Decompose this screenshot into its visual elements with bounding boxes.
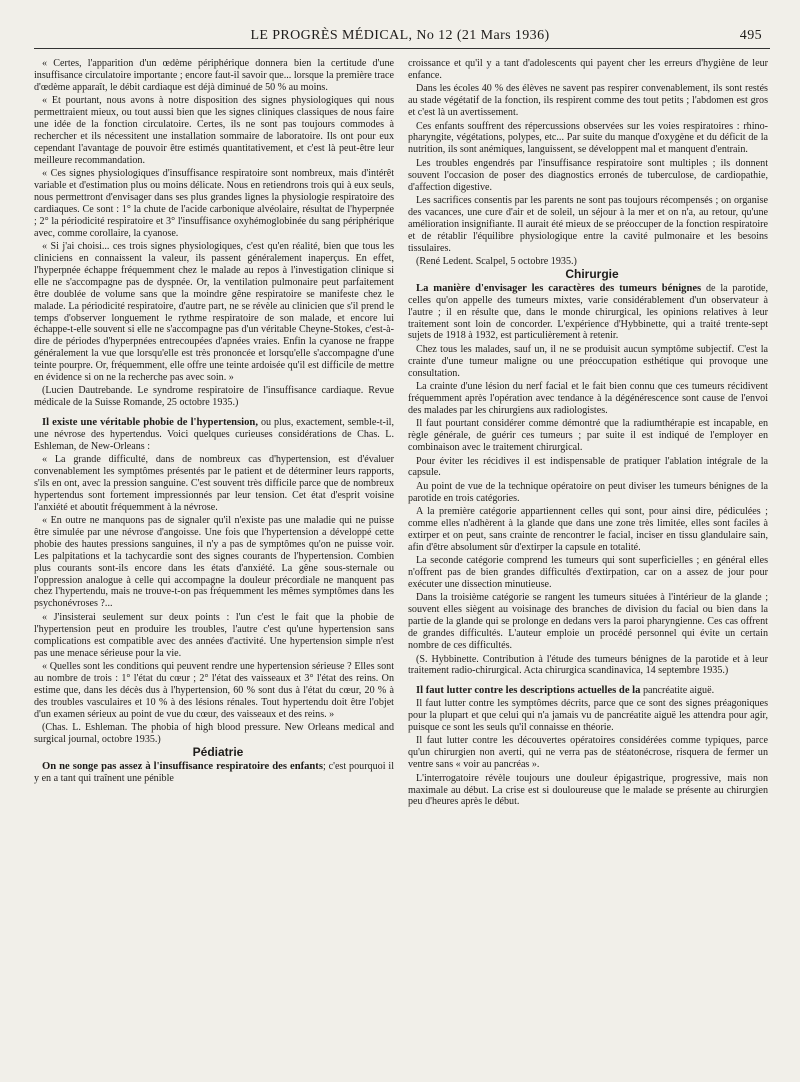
running-head — [30, 28, 770, 46]
paragraph-hypertension: Il existe une véritable phobie de l'hypertension, ou plus, exactement, semble-t-il, une névrose des hypertendus. Voici quelques curieuses considérations de Chas. L. Eshleman, de New-Orleans : — [34, 416, 394, 452]
citation: (Lucien Dautrebande. Le syndrome respiratoire de l'insuffisance cardiaque. Revue médicale de la Suisse Romande, 25 octobre 1935.) — [34, 385, 394, 409]
paragraph-parotide: La manière d'envisager les caractères des tumeurs bénignes de la parotide, celles qu'on appelle des tumeurs mixtes, varie considérablement d'un observateur à l'autre ; il en résulte que, dans le monde chirurgical, les opinions relatives à leur traitement sont loin de concorder. L'expérience d'Hybbinette, qui a traité trente-sept sujets de 1918 à 1932, est particulièrement à retenir. — [408, 282, 768, 342]
paragraph: Dans les écoles 40 % des élèves ne savent pas respirer convenablement, ils sont restés au stade végétatif de la fonction, ils respirent comme des tout petits ; l'abdomen est gros et c'est là un avertissement. — [408, 83, 768, 119]
paragraph: Il faut lutter contre les découvertes opératoires considérées comme typiques, parce qu'un chirurgien non averti, qui ne verra pas de stéatonécrose, risquera de fermer un ventre sans « voir au pancréas ». — [408, 735, 768, 771]
paragraph: « Ces signes physiologiques d'insuffisance respiratoire sont nombreux, mais d'intérêt variable et d'estimation plus ou moins délicate. Nous en retiendrons trois qui à eux seuls, nous permettront d'envisager dans ses plus grandes lignes la physiologie respiratoire des cardiaques. Ce sont : 1° la chute de l'acide carbonique alvéolaire, résultat de l'hyperpnée ; 2° la périodicité respiratoire et 3° l'insuffisance oxyhémoglobinée du sang périphérique avec, comme corollaire, la cyanose. — [34, 168, 394, 239]
paragraph: Ces enfants souffrent des répercussions observées sur les voies respiratoires : rhino-pharyngite, végétations, polypes, etc... Par suite du manque d'oxygène et du déficit de la nutrition, ils sont anémiques, languissent, se développent mal et manquent d'entrain. — [408, 120, 768, 156]
paragraph: « Quelles sont les conditions qui peuvent rendre une hypertension sérieuse ? Elles sont au nombre de trois : 1° l'état du cœur ; 2° l'état des vaisseaux et 3° l'état des reins. On estime que, dans les décès dus à l'hypertension, 60 % sont dus à l'état du cœur, 20 % à des troubles vasculaires et 10 % à des lésions rénales. Tout hypertendu doit être l'objet d'un examen sérieux au point de vue du cœur, des vaisseaux et des reins. » — [34, 660, 394, 720]
paragraph: « J'insisterai seulement sur deux points : l'un c'est le fait que la phobie de l'hypertension peut en produire les troubles, l'autre c'est qu'une hypertension sans complications est compatible avec des années d'activité. Une hypertension simple n'est pas une menace sérieuse pour la vie. — [34, 611, 394, 659]
paragraph: Il faut pourtant considérer comme démontré que la radiumthérapie est incapable, en règle générale, de guérir ces tumeurs ; par suite il est indiqué de l'employer en combinaison avec le traitement chirurgical. — [408, 418, 768, 454]
paragraph: « La grande difficulté, dans de nombreux cas d'hypertension, est d'évaluer convenablement les symptômes présentés par le patient et de déterminer leurs rapports, s'ils en ont, avec la pression sanguine. C'est souvent très difficile parce que de nombreux hypertendus sont fortement impressionnés par leur tension. Cet état d'esprit voisine l'anxiété et aboutit fréquemment à la névrose. — [34, 454, 394, 513]
citation: (S. Hybbinette. Contribution à l'étude des tumeurs bénignes de la parotide et à leur traitement radio-chirurgical. Acta chirurgica scandinavica, 14 septembre 1935.) — [408, 653, 768, 677]
paragraph-pediatrie: On ne songe pas assez à l'insuffisance respiratoire des enfants; c'est pourquoi il y en a tant qui traînent une pénible — [34, 760, 394, 784]
lead-heading: On ne songe pas assez à l'insuffisance respiratoire des enfants — [42, 760, 323, 772]
paragraph-pancreatite: Il faut lutter contre les descriptions actuelles de la pancréatite aiguë. — [416, 684, 715, 696]
paragraph: Dans la troisième catégorie se rangent les tumeurs situées à l'intérieur de la glande ; souvent elles siègent au voisinage des branches de division du facial ou bien dans la partie de la glande qui se prolonge en dedans vers la paroi pharyngienne. Ces cas offrent de grandes difficultés. L'auteur emploie un procédé personnel qui évite un certain nombre de ces difficultés. — [408, 592, 768, 652]
left-column — [34, 58, 394, 1063]
paragraph: « En outre ne manquons pas de signaler qu'il n'existe pas une maladie qui ne puisse être simulée par une névrose d'angoisse. Une fois que l'hypertension a développé cette phobie des hautes pressions sanguines, il n'y a pas de symptômes qu'on ne puisse voir. Les palpitations et la tachycardie sont des signes courants de l'hypertension. Combien plus courants sont-ils encore dans les états d'anxiété. La gêne sous-sternale ou l'oppression analogue à celle qui accompagne la douleur précordiale ne manquent pas chez l'hypertendu, mais ne trouve-t-on pas fréquemment les mêmes symptômes dans les psychonévroses ?... — [34, 515, 394, 610]
page-number: 495 — [739, 28, 762, 43]
paragraph: « Certes, l'apparition d'un œdème périphérique donnera bien la certitude d'une insuffisance circulatoire importante ; encore faut-il savoir que... lorsque la première trace d'œdème apparaît, le débit cardiaque est déjà diminué de 50 % au moins. — [34, 58, 394, 93]
paragraph: « Et pourtant, nous avons à notre disposition des signes physiologiques qui nous permettraient mieux, ou tout aussi bien que les signes cliniques classiques de nous faire une idée de la fonction circulatoire. Certes, ils ne sont pas toujours commodes à rechercher et ils nécessitent une installation sommaire de laboratoire. Ils ont pour eux cependant l'avantage de pouvoir être estimés quantitativement, et c'est là peut-être leur meilleure recommandation. — [34, 95, 394, 166]
paragraph: croissance et qu'il y a tant d'adolescents qui payent cher les erreurs d'hygiène de leur enfance. — [408, 58, 768, 81]
paragraph: A la première catégorie appartiennent celles qui sont, pour ainsi dire, pédiculées ; comme elles n'adhèrent à la glande que dans une zone très limitée, elles sont faciles à extirper et on peut, sans crainte de rencontrer le facial, inciser en tissu glandulaire sain, afin d'être absolument sûr d'extirper la capsule en totalité. — [408, 506, 768, 553]
paragraph: La seconde catégorie comprend les tumeurs qui sont superficielles ; en général elles n'offrent pas de bien grandes difficultés d'extirpation, car on a assez de jour pour exécuter une dissection minutieuse. — [408, 555, 768, 591]
paragraph: La crainte d'une lésion du nerf facial et le fait bien connu que ces tumeurs récidivent fréquemment après l'opération avec tendance à la dégénérescence sont cause de l'envoi des malades par les chirurgiens aux radiologistes. — [408, 381, 768, 416]
paragraph: Il faut lutter contre les symptômes décrits, parce que ce sont des signes préagoniques pour la plupart et que celui qui n'a jamais vu de pancréatite aiguë les attendra pour agir, puisque ce sont les seuls qu'il connaisse en théorie. — [408, 698, 768, 734]
section-heading-chirurgie: Chirurgie — [565, 267, 619, 282]
lead-heading: Il faut lutter contre les descriptions actuelles de la — [416, 684, 641, 696]
paragraph: Au point de vue de la technique opératoire on peut diviser les tumeurs bénignes de la parotide en trois catégories. — [408, 480, 768, 504]
header-rule — [34, 48, 770, 49]
right-column — [408, 58, 768, 1063]
paragraph: Les sacrifices consentis par les parents ne sont pas toujours récompensés ; on organise des vacances, une cure d'air et de soleil, un séjour à la mer et on n'a, au retour, qu'une amélioration insignifiante. Il aurait été mieux de se préoccuper de la fonction respiratoire et de rétablir l'équilibre physiologique entre la cavité pulmonaire et les besoins tissulaires. — [408, 194, 768, 254]
paragraph: « Si j'ai choisi... ces trois signes physiologiques, c'est qu'en réalité, bien que tous les cliniciens en connaissent la valeur, ils passent généralement inaperçus. En effet, l'hyperpnée échappe fréquemment chez le malade au repos à l'investigation clinique si elle ne s'accompagne pas de dyspnée. Or, la ventilation pulmonaire peut parfaitement être doublée de volume sans que la moindre gêne respiratoire se manifeste chez le malade. La périodicité respiratoire, d'autre part, ne se révèle au clinicien que s'il prend le temps d'observer longuement le rythme respiratoire de son malade, et encore lui échappe-t-elle souvent si elle ne s'accompagne pas d'un véritable Cheyne-Stokes, c'est-à-dire de périodes d'hyperpnées entrecoupées d'apnées vraies. Enfin la cyanose ne frappe généralement la vue que lorsqu'elle est très prononcée et lorsqu'elle s'accompagne d'une teinte pourpre. Or, fréquemment, elle offre une teinte ardoisée qu'il est difficile de mettre en évidence si on ne la recherche pas avec soin. » — [34, 241, 394, 384]
section-heading-pediatrie: Pédiatrie — [192, 745, 244, 760]
lead-heading: La manière d'envisager les caractères des tumeurs bénignes — [416, 282, 702, 294]
paragraph: Les troubles engendrés par l'insuffisance respiratoire sont multiples ; ils donnent souvent l'occasion de poser des diagnostics erronés de tuberculose, de cardiopathie, d'affection digestive. — [408, 157, 768, 193]
paragraph: Pour éviter les récidives il est indispensable de pratiquer l'ablation intégrale de la capsule. — [408, 455, 768, 479]
running-title: LE PROGRÈS MÉDICAL, No 12 (21 Mars 1936) — [250, 28, 550, 43]
citation: (Chas. L. Eshleman. The phobia of high blood pressure. New Orleans medical and surgical journal, octobre 1935.) — [34, 721, 394, 745]
lead-heading: Il existe une véritable phobie de l'hypertension, — [42, 416, 258, 428]
citation: (René Ledent. Scalpel, 5 octobre 1935.) — [416, 256, 577, 267]
paragraph: Chez tous les malades, sauf un, il ne se produisit aucun symptôme subjectif. C'est la crainte d'une tumeur maligne ou une préoccupation esthétique qui provoque une consultation. — [408, 343, 768, 379]
paragraph: L'interrogatoire révèle toujours une douleur épigastrique, progressive, mais non maximale au début. La crise est si douloureuse que le malade se présente au chirurgien peu d'heures après le début. — [408, 772, 768, 808]
